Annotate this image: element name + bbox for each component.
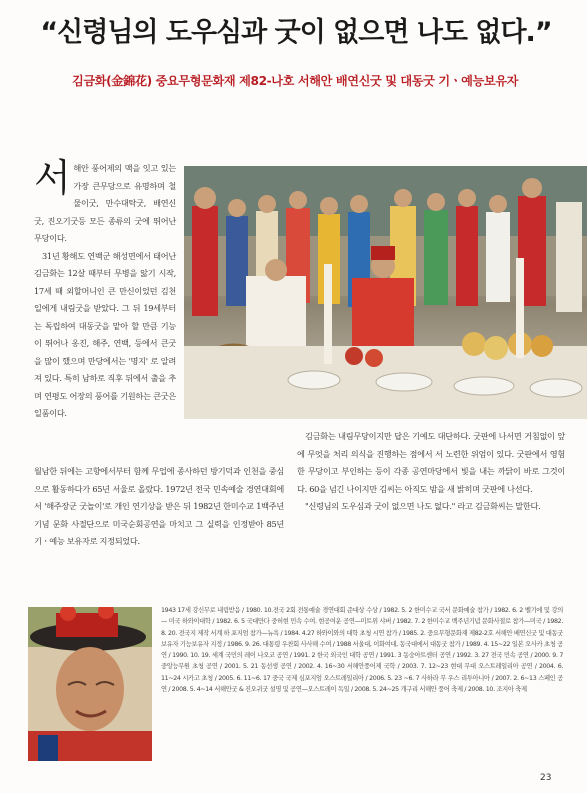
portrait-illustration: [28, 607, 152, 761]
left-paragraph-1: [34, 156, 176, 248]
right-column: [297, 428, 565, 516]
page-number: 23: [540, 773, 552, 783]
left-paragraph-3: 월남한 뒤에는 고향에서부터 함께 무업에 종사하던 방기덕과 인천을 중심으로 활동하다가 65년 서울로 올랐다. 1972년 전국 민속예술 경연대회에서 '해주장군 굿놀이'로 개인 연기상을 받은 뒤 1982년 한미수교 1백주년 기념 문화 사절단으로 미국순회공연을 마치고 그 실력을 인정받아 85년 기ㆍ예능 보유자로 지정되었다.: [34, 466, 284, 546]
biography-timeline: 1943 17세 강신무로 내림받음 / 1980. 10.전국 2회 전통예술 경연대회 준대상 수상 / 1982. 5. 2 한미수교 국서 문화예술 참가 / 1982. 6. 2 벨기에 및 강의 — 미국 하와이대학 / 1982. 6. 5 국대만다 중허현 민속 수여. 현공여운 공연—미트위 샤버 / 1982. 7. 2 한미수교 백주년기념 문화사절로 참가—미국 / 1982. 8. 20. 전국지 제작 서계 하 포지엄 참가—뉴욕 / 1984. 4.27 하와이와의 대학 초청 시연 참가 / 1985. 2. 중요무형문화재 제82-2호 서해안 배연신굿 및 대동굿 보유자 기능보유자 지정 / 1986. 9. 26. 대통령 우찬회 사사해 수여 / 1988 서울대, 이화여대, 동국대에서 대동굿 참가 / 1989. 4. 15~22 일본 오사카 초청 공연 / 1990. 10. 19. 세계 국민의 레이 나오코 공연 / 1991. 2 한국 외국인 대학 공연 / 1991. 3 동숭아트센터 공연 / 1992. 3. 27 전국 민속 공연 / 2000. 9. 7 중앙능무원 초청 공연 / 2001. 5. 21 동선생 공연 / 2002. 4. 16~30 서해안풍어제 국학 / 2003. 7. 12~23 현대 무대 오스트레일리아 공연 / 2004. 6. 11~24 시카고 초청 / 2005. 6. 11~6. 17 중국 국제 심포지엄 오스트레일리아 / 2006. 5. 23 ~6. 7 사하라 무 우스 리투아니아 / 2007. 2. 6~13 스페인 공연 / 2008. 5. 4~14 서해안굿 & 진오귀굿 설명 및 공연—오스트레이 독일 / 2008. 5. 24~25 개구리 서해안 풍어 축제 / 2008. 10. 조지아 축제: [161, 607, 563, 694]
lower-left-column: [34, 463, 284, 551]
article-title: “신령님의 도우심과 굿이 없으면 나도 없다.”: [40, 17, 552, 48]
left-paragraph-2: 31년 황해도 연백군 해성면에서 태어난 김금화는 12살 때부터 무병을 앓기 시작, 17세 때 외할머니인 큰 만신이었던 김천일에게 내림굿을 받았다. 그 뒤 19세부터는 독립하여 대동굿을 맡아 할 만큼 기능이 뛰어나 옹진, 해주, 연백, 등에서 큰굿을 많이 했으며 만당에서는 '명지' 로 알려져 있다. 특히 남하로 직후 뒤에서 출을 추며 연평도 어장의 풍어를 기원하는 큰굿은 일품이다.: [34, 250, 176, 418]
portrait-photo: [28, 607, 152, 761]
right-paragraph-2: "신령님의 도우심과 굿이 없으면 나도 없다." 라고 김금화씨는 말한다.: [305, 501, 541, 511]
article-subtitle: 김금화(金錦花) 중요무형문화재 제82-나호 서해안 배연신굿 및 대동굿 기ㆍ예능보유자: [72, 74, 518, 88]
ritual-photo-illustration: [184, 166, 587, 419]
left-paragraph-1-text: 해안 풍어제의 맥을 잇고 있는 가장 큰무당으로 유명하며 철물이굿, 만수대탁굿, 배연신굿, 진오기굿등 모든 종류의 굿에 뛰어난 무당이다.: [34, 163, 176, 243]
ritual-photo: [184, 166, 587, 419]
left-column: [34, 156, 176, 423]
drop-cap: 서: [34, 156, 71, 200]
right-paragraph-1: 김금화는 내림무당이지만 답은 기예도 대단하다. 굿판에 나서면 거침없이 앞에 무엇을 처리 의식을 진행하는 점에서 서 노련한 위엄이 있다. 굿판에서 영험한 무당이고 부인하는 등이 각종 공연마당에서 빛을 내는 까닭이 바로 그것이다. 60을 넘긴 나이지만 김씨는 아직도 밤을 새 밝히며 굿판에 나선다.: [297, 431, 565, 494]
